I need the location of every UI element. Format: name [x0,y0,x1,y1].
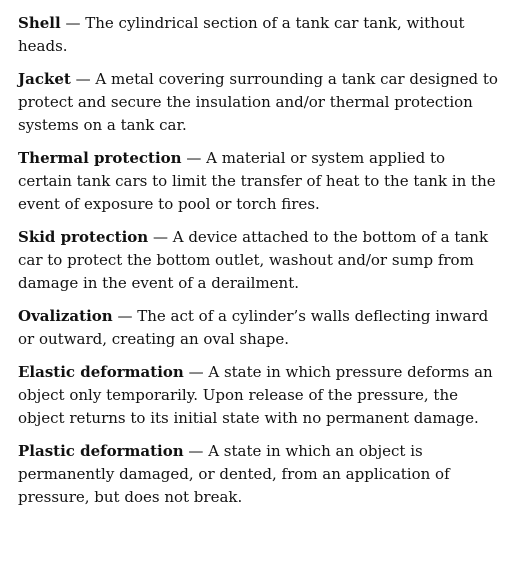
glossary-entry-skid-protection [18,226,498,295]
glossary-term: Skid protection [18,228,149,246]
glossary [18,12,498,519]
glossary-term: Elastic deformation [18,363,184,381]
term-separator: — [70,70,96,88]
glossary-definition: A material or system applied to certain tank cars to limit the transfer of heat to the tank in the event of exposure to pool or torch fires. [18,149,496,213]
term-separator: — [183,442,209,460]
term-separator: — [112,307,138,325]
glossary-definition: A state in which an object is permanently damaged, or dented, from an application of pressure, but does not break. [18,442,450,506]
glossary-definition: The act of a cylinder’s walls deflecting inward or outward, creating an oval shape. [18,307,489,348]
glossary-term: Plastic deformation [18,442,184,460]
glossary-definition: A metal covering surrounding a tank car designed to protect and secure the insulation and/or thermal protection systems on a tank car. [18,70,498,134]
term-separator: — [181,149,207,167]
glossary-term: Thermal protection [18,149,182,167]
glossary-definition: The cylindrical section of a tank car tank, without heads. [18,14,465,55]
glossary-definition: A state in which pressure deforms an object only temporarily. Upon release of the pressure, the object returns to its initial state with no permanent damage. [18,363,493,427]
glossary-term: Shell [18,14,61,32]
glossary-entry-plastic-deformation [18,440,498,509]
glossary-entry-jacket [18,68,498,137]
glossary-definition: A device attached to the bottom of a tank car to protect the bottom outlet, washout and/or sump from damage in the event of a derailment. [18,228,489,292]
glossary-entry-shell [18,12,498,58]
glossary-term: Jacket [18,70,71,88]
term-separator: — [183,363,209,381]
glossary-entry-ovalization [18,305,498,351]
glossary-entry-elastic-deformation [18,361,498,430]
term-separator: — [148,228,173,246]
glossary-entry-thermal-protection [18,147,498,216]
term-separator: — [60,14,86,32]
glossary-term: Ovalization [18,307,113,325]
